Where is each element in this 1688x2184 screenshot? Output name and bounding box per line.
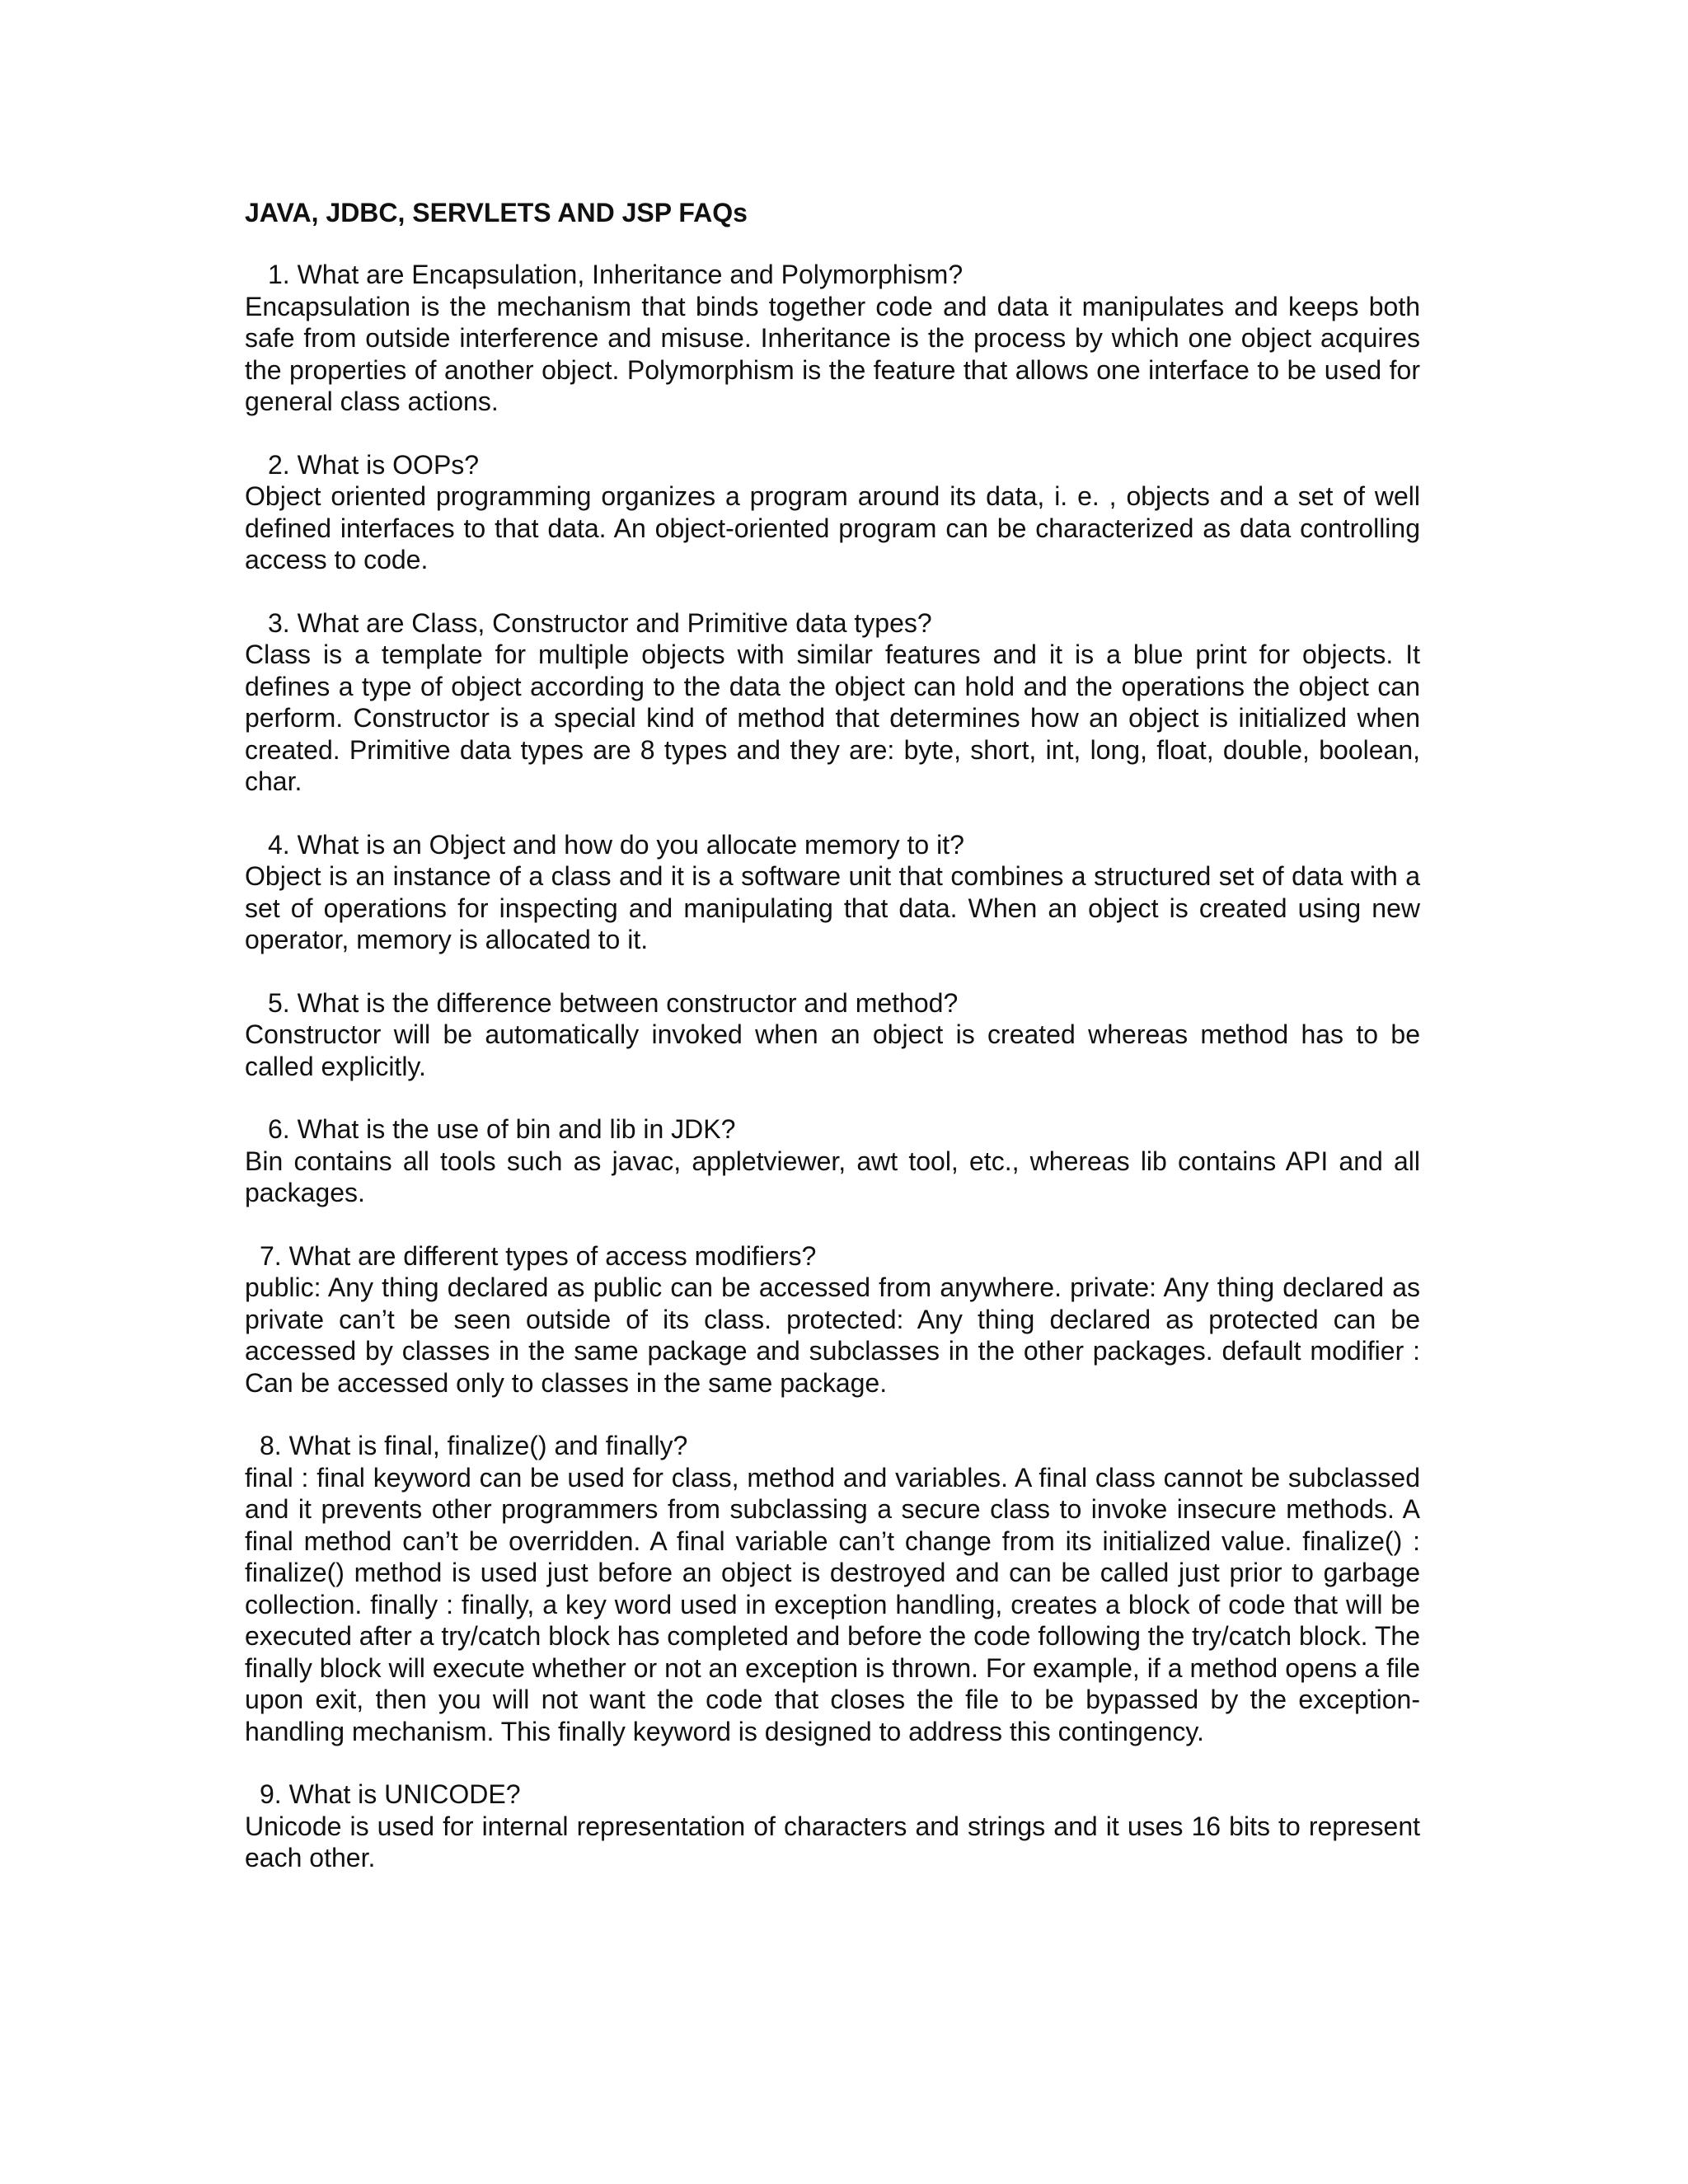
faq-question: 4. What is an Object and how do you allocate memory to it?	[268, 829, 964, 860]
faq-question: 2. What is OOPs?	[268, 449, 480, 480]
faq-item-1	[245, 259, 1420, 418]
faq-answer: public: Any thing declared as public can be accessed from anywhere. private: Any thing declared as private can’t be seen outside of its class. protected: Any thing declared as protected can be accessed by classes in the same package and subclasses in the other packages. default modifier : Can be accessed only to classes in the same package.	[245, 1272, 1420, 1398]
faq-item-4	[245, 829, 1420, 956]
faq-item-9	[245, 1779, 1420, 1874]
faq-answer: Bin contains all tools such as javac, appletviewer, awt tool, etc., whereas lib contains API and all packages.	[245, 1146, 1420, 1207]
faq-question: 9. What is UNICODE?	[260, 1779, 521, 1809]
faq-question: 6. What is the use of bin and lib in JDK?	[268, 1114, 736, 1144]
faq-answer: Class is a template for multiple objects with similar features and it is a blue print for objects. It defines a type of object according to the data the object can hold and the operations the object can perform. Constructor is a special kind of method that determines how an object is initialized when created. Primitive data types are 8 types and they are: byte, short, int, long, float, double, boolean, char.	[245, 640, 1420, 796]
faq-answer: Encapsulation is the mechanism that binds together code and data it manipulates and keeps both safe from outside interference and misuse. Inheritance is the process by which one object acquires the properties of another object. Polymorphism is the feature that allows one interface to be used for general class actions.	[245, 291, 1420, 416]
faq-question: 5. What is the difference between constructor and method?	[268, 987, 959, 1018]
faq-question: 7. What are different types of access modifiers?	[260, 1240, 817, 1271]
faq-item-8	[245, 1430, 1420, 1747]
faq-item-5	[245, 987, 1420, 1083]
faq-answer: Unicode is used for internal representation of characters and strings and it uses 16 bits to represent each other.	[245, 1811, 1420, 1872]
faq-answer: final : final keyword can be used for class, method and variables. A final class cannot be subclassed and it prevents other programmers from subclassing a secure class to invoke insecure methods. A final method can’t be overridden. A final variable can’t change from its initialized value. finalize() : finalize() method is used just before an object is destroyed and can be called just prior to garbage collection. finally : finally, a key word used in exception handling, creates a block of code that will be executed after a try/catch block has completed and before the code following the try/catch block. The finally block will execute whether or not an exception is thrown. For example, if a method opens a file upon exit, then you will not want the code that closes the file to be bypassed by the exception-handling mechanism. This finally keyword is designed to address this contingency.	[245, 1462, 1420, 1746]
faq-question: 3. What are Class, Constructor and Primitive data types?	[268, 607, 932, 638]
document-title: JAVA, JDBC, SERVLETS AND JSP FAQs	[245, 198, 748, 227]
document-page	[245, 196, 1420, 1905]
faq-question: 1. What are Encapsulation, Inheritance and Polymorphism?	[268, 260, 964, 289]
faq-item-7	[245, 1240, 1420, 1399]
faq-item-3	[245, 607, 1420, 798]
faq-answer: Object is an instance of a class and it is a software unit that combines a structured set of data with a set of operations for inspecting and manipulating that data. When an object is created using new operator, memory is allocated to it.	[245, 861, 1420, 954]
faq-answer: Constructor will be automatically invoked when an object is created whereas method has to be called explicitly.	[245, 1019, 1420, 1081]
faq-question: 8. What is final, finalize() and finally?	[260, 1431, 688, 1460]
faq-answer: Object oriented programming organizes a program around its data, i. e. , objects and a set of well defined interfaces to that data. An object-oriented program can be characterized as data controlling access to code.	[245, 481, 1420, 574]
faq-item-2	[245, 449, 1420, 576]
faq-item-6	[245, 1113, 1420, 1209]
